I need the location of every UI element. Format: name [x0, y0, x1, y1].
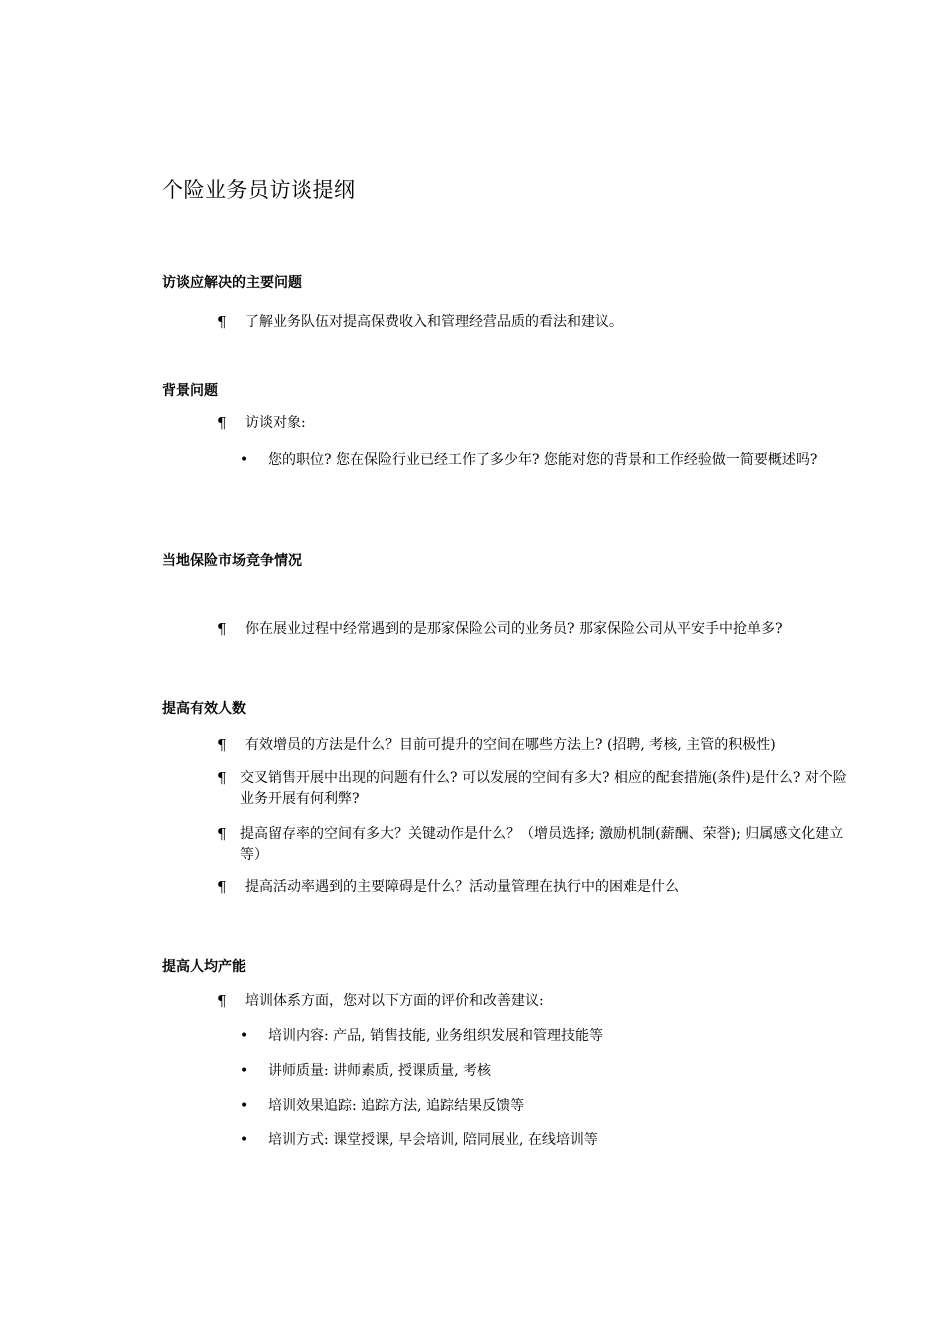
bullet-icon: •	[240, 1063, 249, 1079]
document-title: 个险业务员访谈提纲	[162, 178, 356, 202]
list-item	[217, 877, 857, 898]
sub-list-item	[240, 1130, 840, 1151]
list-item-text: 了解业务队伍对提高保费收入和管理经营品质的看法和建议。	[245, 314, 623, 330]
section-heading: 访谈应解决的主要问题	[162, 275, 302, 291]
list-item-text: 你在展业过程中经常遇到的是那家保险公司的业务员? 那家保险公司从平安手中抢单多?	[245, 621, 783, 637]
list-item-text: 提高留存率的空间有多大？关键动作是什么？（增员选择; 激励机制(薪酬、荣誉); 归属感文化建立等）	[240, 826, 844, 863]
pilcrow-icon: ¶	[217, 769, 227, 787]
list-item	[217, 991, 857, 1012]
sub-list-item	[240, 1061, 840, 1082]
sub-list-item-text: 培训方式: 课堂授课, 早会培训, 陪同展业, 在线培训等	[268, 1132, 598, 1148]
sub-list-item-text: 培训内容: 产品, 销售技能, 业务组织发展和管理技能等	[268, 1028, 603, 1044]
list-item	[217, 824, 857, 866]
list-item	[217, 312, 857, 333]
sub-list-item	[240, 450, 840, 471]
bullet-icon: •	[240, 452, 249, 468]
bullet-icon: •	[240, 1132, 249, 1148]
pilcrow-icon: ¶	[217, 736, 227, 754]
sub-list-item-text: 培训效果追踪: 追踪方法, 追踪结果反馈等	[268, 1098, 525, 1114]
pilcrow-icon: ¶	[217, 992, 227, 1010]
list-item-text: 培训体系方面，您对以下方面的评价和改善建议:	[245, 993, 544, 1009]
section-heading: 当地保险市场竞争情况	[162, 553, 302, 569]
sub-list-item	[240, 1026, 840, 1047]
list-item	[217, 735, 857, 756]
list-item	[217, 413, 857, 434]
list-item-text: 访谈对象:	[245, 415, 306, 431]
section-heading: 背景问题	[162, 383, 218, 399]
pilcrow-icon: ¶	[217, 313, 227, 331]
list-item-text: 有效增员的方法是什么？目前可提升的空间在哪些方法上? (招聘, 考核, 主管的积极性)	[245, 737, 776, 753]
bullet-icon: •	[240, 1098, 249, 1114]
pilcrow-icon: ¶	[217, 620, 227, 638]
bullet-icon: •	[240, 1028, 249, 1044]
pilcrow-icon: ¶	[217, 414, 227, 432]
section-heading: 提高人均产能	[162, 959, 246, 975]
list-item-text: 交叉销售开展中出现的问题有什么? 可以发展的空间有多大? 相应的配套措施(条件)是什么? 对个险业务开展有何利弊?	[240, 770, 847, 807]
sub-list-item-text: 讲师质量: 讲师素质, 授课质量, 考核	[268, 1063, 491, 1079]
list-item	[217, 619, 857, 640]
pilcrow-icon: ¶	[217, 878, 227, 896]
list-item-text: 提高活动率遇到的主要障碍是什么？活动量管理在执行中的困难是什么	[245, 879, 679, 895]
sub-list-item-text: 您的职位? 您在保险行业已经工作了多少年? 您能对您的背景和工作经验做一简要概述吗?	[268, 452, 818, 468]
pilcrow-icon: ¶	[217, 825, 227, 843]
section-heading: 提高有效人数	[162, 701, 246, 717]
sub-list-item	[240, 1096, 840, 1117]
list-item	[217, 768, 857, 810]
